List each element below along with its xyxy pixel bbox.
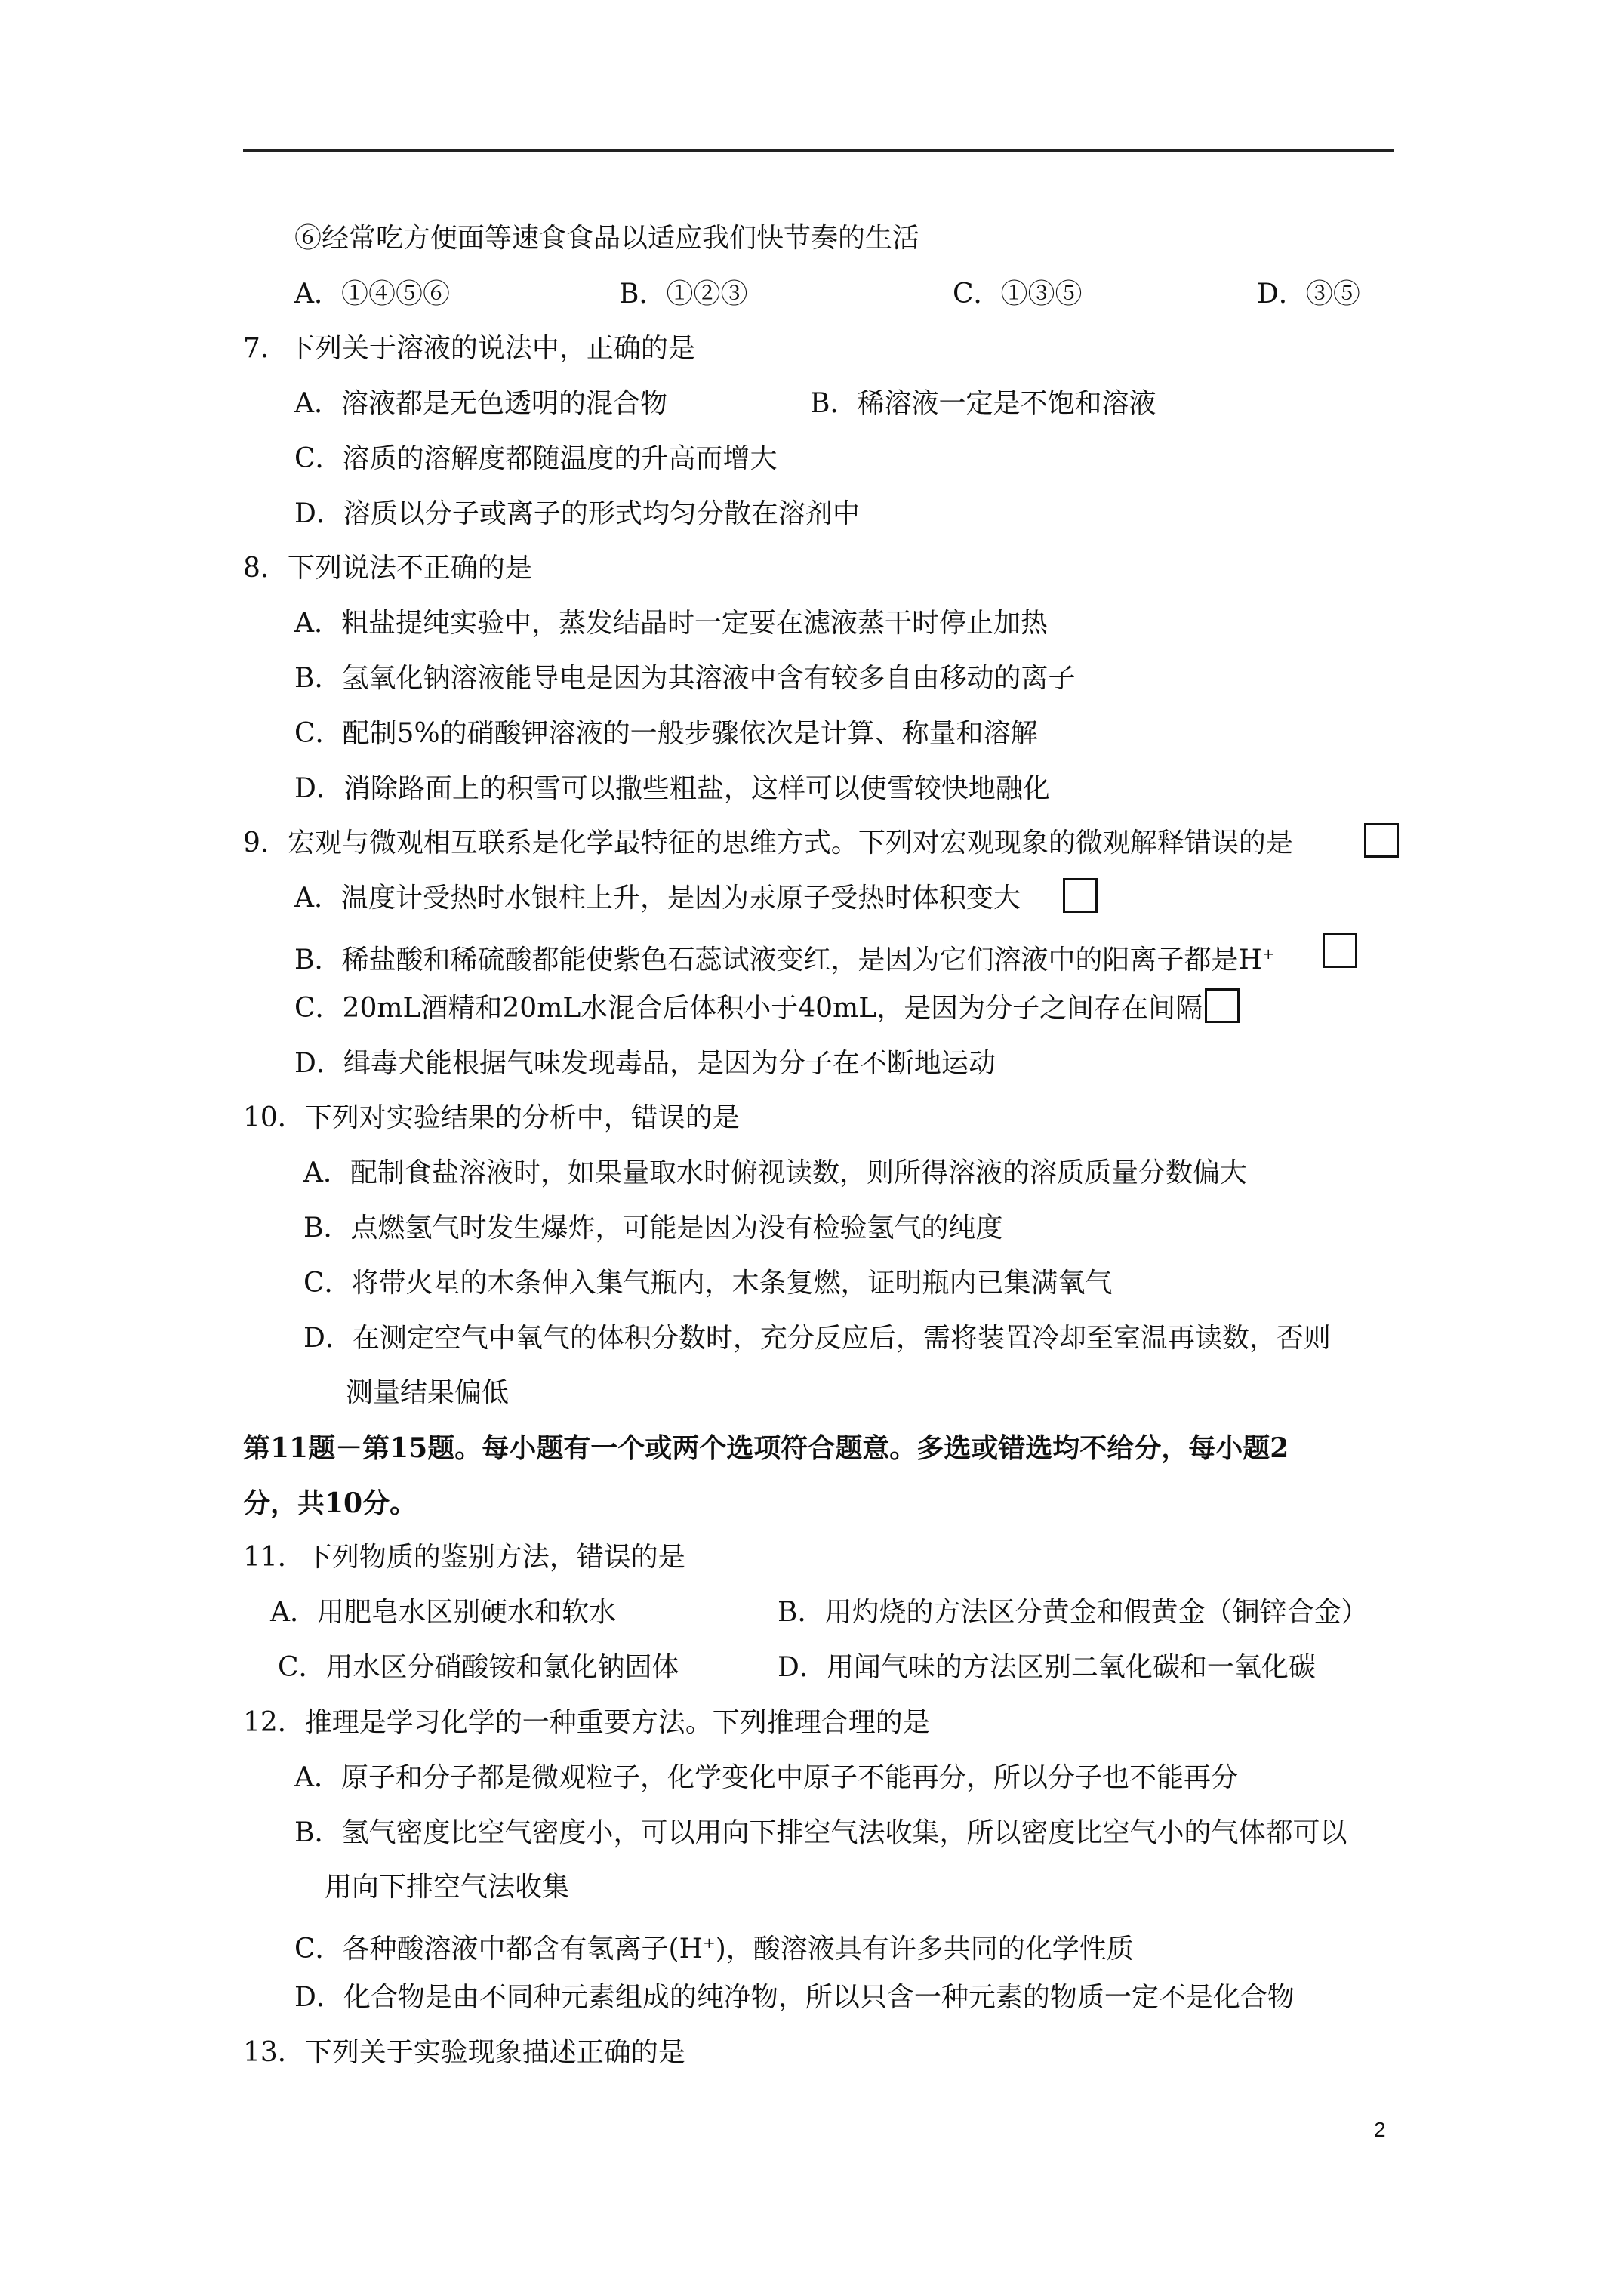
q6-option-d: D．③⑤	[1257, 279, 1360, 310]
q9-option-d: D．缉毒犬能根据气味发现毒品，是因为分子在不断地运动	[294, 1048, 996, 1079]
q7-option-c: C．溶质的溶解度都随温度的升高而增大	[294, 443, 778, 474]
q10-option-b: B．点燃氢气时发生爆炸，可能是因为没有检验氢气的纯度	[303, 1213, 1003, 1244]
q6-option-c: C．①③⑤	[953, 279, 1083, 310]
q10-option-d-cont: 测量结果偏低	[346, 1377, 510, 1408]
q13-stem: 13．下列关于实验现象描述正确的是	[243, 2037, 685, 2068]
q12-option-d: D．化合物是由不同种元素组成的纯净物，所以只含一种元素的物质一定不是化合物	[294, 1982, 1295, 2013]
q7-stem: 7．下列关于溶液的说法中，正确的是	[243, 333, 695, 364]
q8-stem: 8．下列说法不正确的是	[243, 553, 532, 584]
q8-option-a: A．粗盐提纯实验中，蒸发结晶时一定要在滤液蒸干时停止加热	[294, 608, 1048, 639]
q10-option-c: C．将带火星的木条伸入集气瓶内，木条复燃，证明瓶内已集满氧气	[303, 1268, 1113, 1299]
superscript-plus: +	[1261, 945, 1275, 963]
q11-option-a: A．用肥皂水区别硬水和软水	[270, 1597, 616, 1628]
q9-option-a: A．温度计受热时水银柱上升，是因为汞原子受热时体积变大	[294, 883, 1021, 914]
q7-option-a: A．溶液都是无色透明的混合物	[294, 388, 667, 419]
q9-option-b: B．稀盐酸和稀硫酸都能使紫色石蕊试液变红，是因为它们溶液中的阳离子都是H+	[294, 945, 1275, 975]
q7-option-b: B．稀溶液一定是不饱和溶液	[810, 388, 1156, 419]
q9-stem: 9．宏观与微观相互联系是化学最特征的思维方式。下列对宏观现象的微观解释错误的是	[243, 827, 1293, 858]
q8-option-b: B．氢氧化钠溶液能导电是因为其溶液中含有较多自由移动的离子	[294, 663, 1076, 694]
answer-checkbox[interactable]	[1063, 878, 1098, 913]
q12-option-b: B．氢气密度比空气密度小，可以用向下排空气法收集，所以密度比空气小的气体都可以	[294, 1817, 1347, 1848]
q10-option-d: D．在测定空气中氧气的体积分数时，充分反应后，需将装置冷却至室温再读数，否则	[303, 1323, 1331, 1354]
answer-checkbox[interactable]	[1323, 933, 1357, 968]
page-number: 2	[1374, 2118, 1386, 2141]
q8-option-c: C．配制5%的硝酸钾溶液的一般步骤依次是计算、称量和溶解	[294, 718, 1038, 749]
answer-checkbox[interactable]	[1364, 823, 1399, 858]
q11-stem: 11．下列物质的鉴别方法，错误的是	[243, 1542, 685, 1573]
q12-stem: 12．推理是学习化学的一种重要方法。下列推理合理的是	[243, 1707, 930, 1738]
q11-option-b: B．用灼烧的方法区分黄金和假黄金（铜锌合金）	[778, 1597, 1369, 1628]
section-instructions: 第11题－第15题。每小题有一个或两个选项符合题意。多选或错选均不给分，每小题2	[243, 1432, 1289, 1464]
q12-option-b-cont: 用向下排空气法收集	[325, 1872, 570, 1903]
q6-item6: ⑥经常吃方便面等速食食品以适应我们快节奏的生活	[294, 223, 920, 254]
q11-option-c: C．用水区分硝酸铵和氯化钠固体	[278, 1652, 679, 1683]
q6-option-b: B．①②③	[619, 279, 748, 310]
q12-option-a: A．原子和分子都是微观粒子，化学变化中原子不能再分，所以分子也不能再分	[294, 1762, 1238, 1793]
q10-option-a: A．配制食盐溶液时，如果量取水时俯视读数，则所得溶液的溶质质量分数偏大	[303, 1157, 1247, 1188]
answer-checkbox[interactable]	[1205, 988, 1240, 1023]
q11-option-d: D．用闻气味的方法区别二氧化碳和一氧化碳	[778, 1652, 1316, 1683]
header-rule	[243, 149, 1394, 152]
q12-option-c: C．各种酸溶液中都含有氢离子(H+)，酸溶液具有许多共同的化学性质	[294, 1934, 1134, 1965]
q9-option-c: C．20mL酒精和20mL水混合后体积小于40mL，是因为分子之间存在间隔	[294, 993, 1203, 1024]
superscript-plus: +	[703, 1934, 716, 1952]
section-instructions-cont: 分，共10分。	[243, 1487, 417, 1519]
q7-option-d: D．溶质以分子或离子的形式均匀分散在溶剂中	[294, 498, 860, 529]
q6-option-a: A．①④⑤⑥	[294, 279, 450, 310]
q10-stem: 10．下列对实验结果的分析中，错误的是	[243, 1102, 740, 1133]
q8-option-d: D．消除路面上的积雪可以撒些粗盐，这样可以使雪较快地融化	[294, 773, 1050, 804]
